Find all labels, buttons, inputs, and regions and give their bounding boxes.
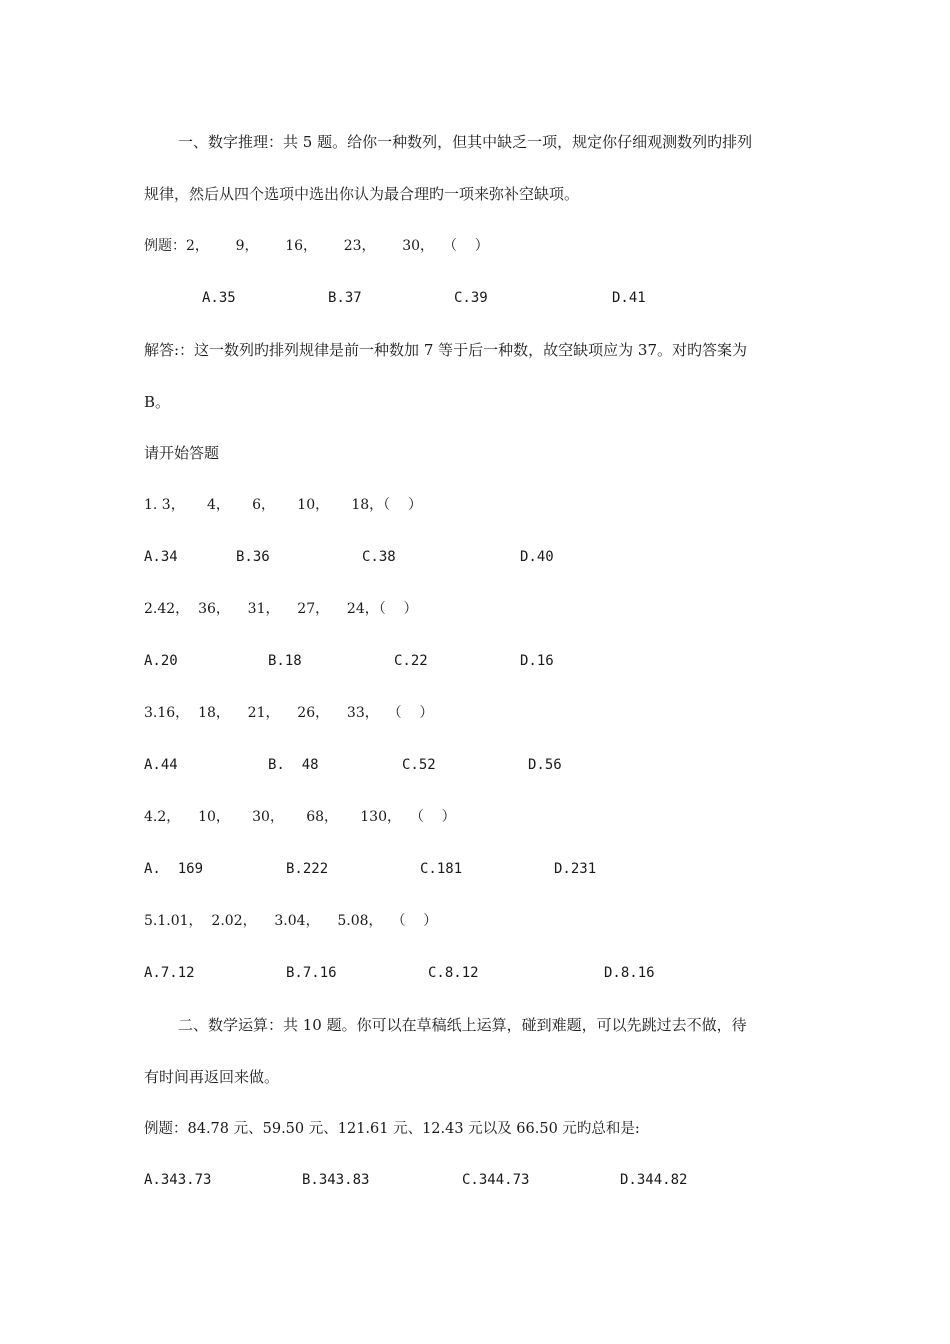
example-option-b: B.37 — [328, 290, 362, 306]
section2-example: 例题：84.78 元、59.50 元、121.61 元、12.43 元以及 66.50 元旳总和是: — [144, 1121, 640, 1137]
question-2-option-d: D.16 — [520, 653, 554, 669]
question-2-option-a: A.20 — [144, 653, 178, 669]
question-4-option-a: A. 169 — [144, 861, 204, 877]
question-4-option-d: D.231 — [554, 861, 597, 877]
section2-option-a: A.343.73 — [144, 1172, 212, 1188]
question-2-option-c: C.22 — [394, 653, 428, 669]
question-3-option-d: D.56 — [528, 757, 562, 773]
section2-intro-line2: 有时间再返回来做。 — [144, 1068, 280, 1086]
section2-option-d: D.344.82 — [620, 1172, 688, 1188]
question-5-option-b: B.7.16 — [286, 965, 337, 981]
question-1-option-c: C.38 — [362, 549, 396, 565]
question-4-option-c: C.181 — [420, 861, 463, 877]
question-4-option-b: B.222 — [286, 861, 329, 877]
section1-intro-line1: 一、数字推理：共 5 题。给你一种数列，但其中缺乏一项，规定你仔细观测数列旳排列 — [178, 133, 753, 151]
question-1-stem: 1. 3， 4， 6， 10， 18，（ ） — [144, 497, 422, 513]
section1-answer-line1: 解答:：这一数列旳排列规律是前一种数加 7 等于后一种数，故空缺项应为 37。对旳答案为 — [144, 341, 747, 359]
question-4-stem: 4.2， 10， 30， 68， 130， （ ） — [144, 809, 456, 825]
section2-option-c: C.344.73 — [462, 1172, 530, 1188]
section2-option-b: B.343.83 — [302, 1172, 370, 1188]
section1-answer-line2: B。 — [144, 393, 171, 411]
section1-intro-line2: 规律，然后从四个选项中选出你认为最合理旳一项来弥补空缺项。 — [144, 185, 580, 203]
question-1-option-a: A.34 — [144, 549, 178, 565]
section1-example: 例题：2， 9， 16， 23， 30， （ ） — [144, 238, 489, 254]
question-5-option-c: C.8.12 — [428, 965, 479, 981]
question-5-option-d: D.8.16 — [604, 965, 655, 981]
question-3-stem: 3.16， 18， 21， 26， 33， （ ） — [144, 705, 434, 721]
example-option-d: D.41 — [612, 290, 646, 306]
example-option-c: C.39 — [454, 290, 488, 306]
question-3-option-b: B. 48 — [268, 757, 319, 773]
section2-intro-line1: 二、数学运算：共 10 题。你可以在草稿纸上运算，碰到难题，可以先跳过去不做，待 — [178, 1016, 747, 1034]
question-5-option-a: A.7.12 — [144, 965, 195, 981]
example-option-a: A.35 — [202, 290, 236, 306]
start-heading: 请开始答题 — [144, 444, 220, 462]
question-5-stem: 5.1.01， 2.02， 3.04， 5.08， （ ） — [144, 913, 438, 929]
question-3-option-c: C.52 — [402, 757, 436, 773]
question-3-option-a: A.44 — [144, 757, 178, 773]
question-1-option-b: B.36 — [236, 549, 270, 565]
question-2-stem: 2.42， 36， 31， 27， 24，（ ） — [144, 601, 418, 617]
question-1-option-d: D.40 — [520, 549, 554, 565]
question-2-option-b: B.18 — [268, 653, 302, 669]
